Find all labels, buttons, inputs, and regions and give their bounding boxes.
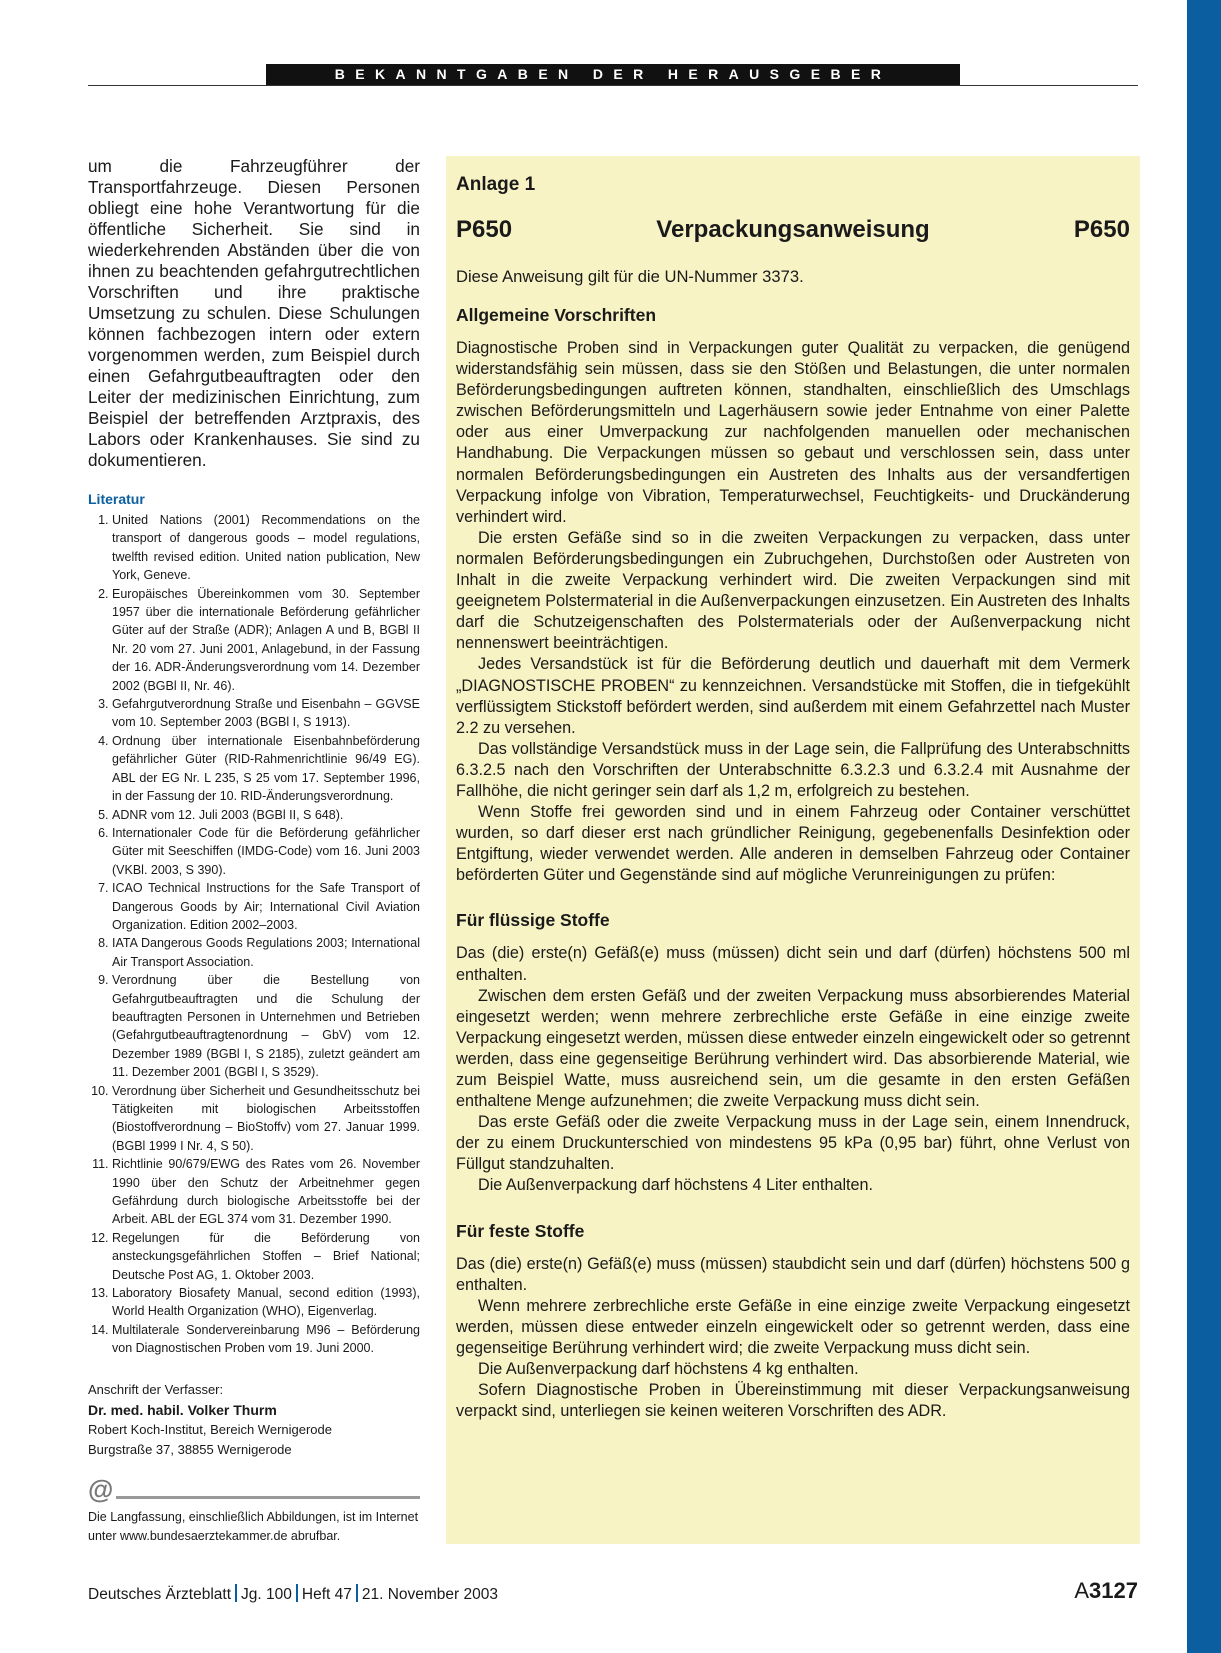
separator <box>235 1584 237 1602</box>
at-icon: @ <box>88 1473 114 1504</box>
liquid-paragraph: Zwischen dem ersten Gefäß und der zweiten Verpackung muss absorbierendes Material eingesetzt werden; wenn mehrere zerbrechliche erste Gefäße in eine einzige zweite Verpackung eingesetzt werden, müssen diese entweder einzeln eingewickelt oder so getrennt werden, dass eine gegenseitige Berührung verhindert wird. Das absorbierende Material, wie zum Beispiel Watte, muss ausreichend sein, um die gesamte in den ersten Gefäßen enthaltene Menge aufzunehmen; die zweite Verpackung muss dicht sein. <box>456 986 1130 1111</box>
issue-date: 21. November 2003 <box>361 1586 498 1603</box>
edge-color-bar <box>1187 0 1221 1653</box>
author-address <box>88 1380 420 1460</box>
reference-item: 11. Richtlinie 90/679/EWG des Rates vom 26. November 1990 über den Schutz der Arbeitnehmer gegen Gefährdung durch biologische Arbeitsstoffe bei der Arbeit. ABL der EGL 374 vom 31. Dezember 1990. <box>112 1155 420 1229</box>
liquid-paragraph: Das (die) erste(n) Gefäß(e) muss (müssen) dicht sein und darf (dürfen) höchstens 500 ml enthalten. <box>456 944 1130 984</box>
header-rule <box>88 85 1138 86</box>
address-line: Robert Koch-Institut, Bereich Wernigerode <box>88 1421 332 1437</box>
reference-item: 8. IATA Dangerous Goods Regulations 2003; International Air Transport Association. <box>112 934 420 971</box>
separator <box>356 1584 358 1602</box>
reference-item: 5. ADNR vom 12. Juli 2003 (BGBl II, S 648). <box>112 806 420 824</box>
reference-item: 4. Ordnung über internationale Eisenbahnbeförderung gefährlicher Güter (RID-Rahmenrichtlinie 96/49 EG). ABL der EG Nr. L 235, S 25 vom 17. September 1996, in der Fassung der 10. RID-Änderungsverordnung. <box>112 732 420 806</box>
general-paragraph: Die ersten Gefäße sind so in die zweiten Verpackungen zu verpacken, dass unter normalen Beförderungsbedingungen ein Zubruchgehen, Durchstoßen oder Austreten von Inhalt in die zweite Verpackung verhindert wird. Die zweiten Verpackungen sind mit geeignetem Polstermaterial in die Außenverpackungen einzusetzen. Ein Austreten des Inhalts darf die Schutzeigenschaften des Polstermaterials oder der Außenverpackung nicht nennenswert beeinträchtigen. <box>456 528 1130 653</box>
author-name: Dr. med. habil. Volker Thurm <box>88 1401 277 1418</box>
left-column <box>88 156 420 1546</box>
page-prefix: A <box>1074 1578 1090 1603</box>
general-paragraph: Wenn Stoffe frei geworden sind und in einem Fahrzeug oder Container verschüttet wurden, so darf dieser erst nach gründlicher Reinigung, gegebenenfalls Desinfektion oder Entgiftung, wieder verwendet werden. Alle anderen in demselben Fahrzeug oder Container beförderten Güter und Gegenstände sind auf mögliche Verunreinigungen zu prüfen: <box>456 803 1130 885</box>
reference-item: 2. Europäisches Übereinkommen vom 30. September 1957 über die internationale Beförderung gefährlicher Güter auf der Straße (ADR); Anlagen A und B, BGBl II Nr. 20 vom 27. Juni 2001, Anlagebund, in der Fassung der 16. ADR-Änderungsverordnung vom 14. Dezember 2002 (BGBl II, Nr. 46). <box>112 585 420 695</box>
reference-item: 10. Verordnung über Sicherheit und Gesundheitsschutz bei Tätigkeiten mit biologischen Arbeitsstoffen (Biostoffverordnung – BioStoffv) vom 27. Januar 1999. (BGBl 1999 I Nr. 4, S 50). <box>112 1082 420 1156</box>
code-right: P650 <box>1073 216 1130 243</box>
reference-item: 12. Regelungen für die Beförderung von ansteckungsgefährlichen Stoffen – Brief National; Deutsche Post AG, 1. Oktober 2003. <box>112 1229 420 1284</box>
solid-paragraph: Wenn mehrere zerbrechliche erste Gefäße in eine einzige zweite Verpackung eingesetzt werden, müssen diese entweder einzeln eingewickelt oder so getrennt werden, dass eine gegenseitige Berührung verhindert wird; die zweite Verpackung muss dicht sein. <box>456 1296 1130 1357</box>
journal-volume: Jg. 100 <box>241 1586 292 1603</box>
reference-item: 13. Laboratory Biosafety Manual, second edition (1993), World Health Organization (WHO), Eigenverlag. <box>112 1284 420 1321</box>
section-banner: BEKANNTGABEN DER HERAUSGEBER <box>266 64 960 85</box>
instruction-title: Verpackungsanweisung <box>656 216 930 243</box>
intro-paragraph: um die Fahrzeugführer der Transportfahrzeuge. Diesen Personen obliegt eine hohe Verantwortung für die öffentliche Sicherheit. Sie sind in wiederkehrenden Abständen über die von ihnen zu beachtenden gefahrgutrechtlichen Vorschriften und ihre praktische Umsetzung zu schulen. Diese Schulungen können fachbezogen intern oder extern vorgenommen werden, zum Beispiel durch einen Gefahrgutbeauftragten oder den Leiter der medizinischen Einrichtung, zum Beispiel der betreffenden Arztpraxis, des Labors oder Krankenhauses. Sie sind zu dokumentieren. <box>88 156 420 470</box>
solid-paragraph: Das (die) erste(n) Gefäß(e) muss (müssen) staubdicht sein und darf (dürfen) höchstens 500 g enthalten. <box>456 1254 1130 1294</box>
code-left: P650 <box>456 216 513 243</box>
general-paragraph: Das vollständige Versandstück muss in der Lage sein, die Fallprüfung des Unterabschnitts 6.3.2.5 nach den Vorschriften der Unterabschnitte 6.3.2.3 und 6.3.2.4 mit Ausnahme der Fallhöhe, die nicht geringer sein darf als 1,2 m, erfolgreich zu bestehen. <box>456 739 1130 800</box>
reference-item: 1. United Nations (2001) Recommendations on the transport of dangerous goods – model regulations, twelfth revised edition. United nation publication, New York, Geneve. <box>112 511 420 585</box>
divider <box>116 1496 420 1499</box>
reference-item: 3. Gefahrgutverordnung Straße und Eisenbahn – GGVSE vom 10. September 2003 (BGBl I, S 1913). <box>112 695 420 732</box>
reference-item: 7. ICAO Technical Instructions for the Safe Transport of Dangerous Goods by Air; International Civil Aviation Organization. Edition 2002–2003. <box>112 879 420 934</box>
liquid-paragraph: Das erste Gefäß oder die zweite Verpackung muss in der Lage sein, einem Innendruck, der zu einem Druckunterschied von mindestens 95 kPa (0,95 bar) führt, ohne Verlust von Füllgut standzuhalten. <box>456 1113 1130 1174</box>
annex-label: Anlage 1 <box>456 174 536 195</box>
liquid-heading: Für flüssige Stoffe <box>456 910 610 931</box>
packaging-instruction-box <box>446 156 1140 1544</box>
internet-marker <box>88 1473 420 1504</box>
page-number-block <box>1074 1578 1138 1604</box>
address-line: Burgstraße 37, 38855 Wernigerode <box>88 1441 292 1457</box>
solid-heading: Für feste Stoffe <box>456 1220 585 1241</box>
general-paragraph: Jedes Versandstück ist für die Beförderung deutlich und dauerhaft mit dem Vermerk „DIAGNOSTISCHE PROBEN“ zu kennzeichnen. Versandstücke mit Stoffen, die in tiefgekühlt verflüssigtem Stickstoff befördert werden, sind außerdem mit einem Gefahrzettel nach Muster 2.2 zu versehen. <box>456 655 1130 737</box>
literature-heading: Literatur <box>88 491 145 507</box>
reference-item: 9. Verordnung über die Bestellung von Gefahrgutbeauftragten und die Schulung der beauftragten Personen in Unternehmen und Betrieben (Gefahrgutbeauftragtenordnung – GbV) vom 12. Dezember 1989 (BGBl I, S 2185), zuletzt geändert am 11. Dezember 2001 (BGBl I, S 3529). <box>112 971 420 1081</box>
instruction-title-row <box>456 216 1130 244</box>
general-heading: Allgemeine Vorschriften <box>456 305 657 325</box>
liquid-paragraph: Die Außenverpackung darf höchstens 4 Liter enthalten. <box>478 1176 874 1195</box>
page-number: 3127 <box>1089 1578 1138 1603</box>
journal-issue: Heft 47 <box>301 1586 352 1603</box>
solid-paragraph: Sofern Diagnostische Proben in Übereinstimmung mit dieser Verpackungsanweisung verpackt sind, unterliegen sie keinen weiteren Vorschriften des ADR. <box>456 1381 1130 1421</box>
solid-paragraph: Die Außenverpackung darf höchstens 4 kg enthalten. <box>478 1360 859 1379</box>
journal-name: Deutsches Ärzteblatt <box>88 1586 232 1603</box>
internet-note: Die Langfassung, einschließlich Abbildungen, ist im Internet unter www.bundesaerztekammer.de abrufbar. <box>88 1509 419 1543</box>
reference-item: 14. Multilaterale Sondervereinbarung M96 – Beförderung von Diagnostischen Proben vom 19. Juni 2000. <box>112 1321 420 1358</box>
general-paragraph: Diagnostische Proben sind in Verpackungen guter Qualität zu verpacken, die genügend widerstandsfähig sein müssen, dass sie den Stößen und Belastungen, die unter normalen Beförderungsbedingungen auftreten können, standhalten, einschließlich des Umschlags zwischen Beförderungsmitteln und Lagerhäusern sowie jeder Entnahme von einer Palette oder aus einer Umverpackung zur nachfolgenden manuellen oder mechanischen Handhabung. Die Verpackungen müssen so gebaut und verschlossen sein, dass unter normalen Beförderungsbedingungen ein Austreten des Inhalts aus der versandfertigen Verpackung infolge von Vibration, Temperaturwechsel, Feuchtigkeits- und Druckänderung verhindert wird. <box>456 339 1130 526</box>
address-label: Anschrift der Verfasser: <box>88 1381 224 1397</box>
page-footer <box>88 1578 1138 1604</box>
reference-item: 6. Internationaler Code für die Beförderung gefährlicher Güter mit Seeschiffen (IMDG-Code) vom 16. Juni 2003 (VKBl. 2003, S 390). <box>112 824 420 879</box>
scope-text: Diese Anweisung gilt für die UN-Nummer 3373. <box>456 267 804 286</box>
separator <box>296 1584 298 1602</box>
reference-list <box>88 511 420 1358</box>
